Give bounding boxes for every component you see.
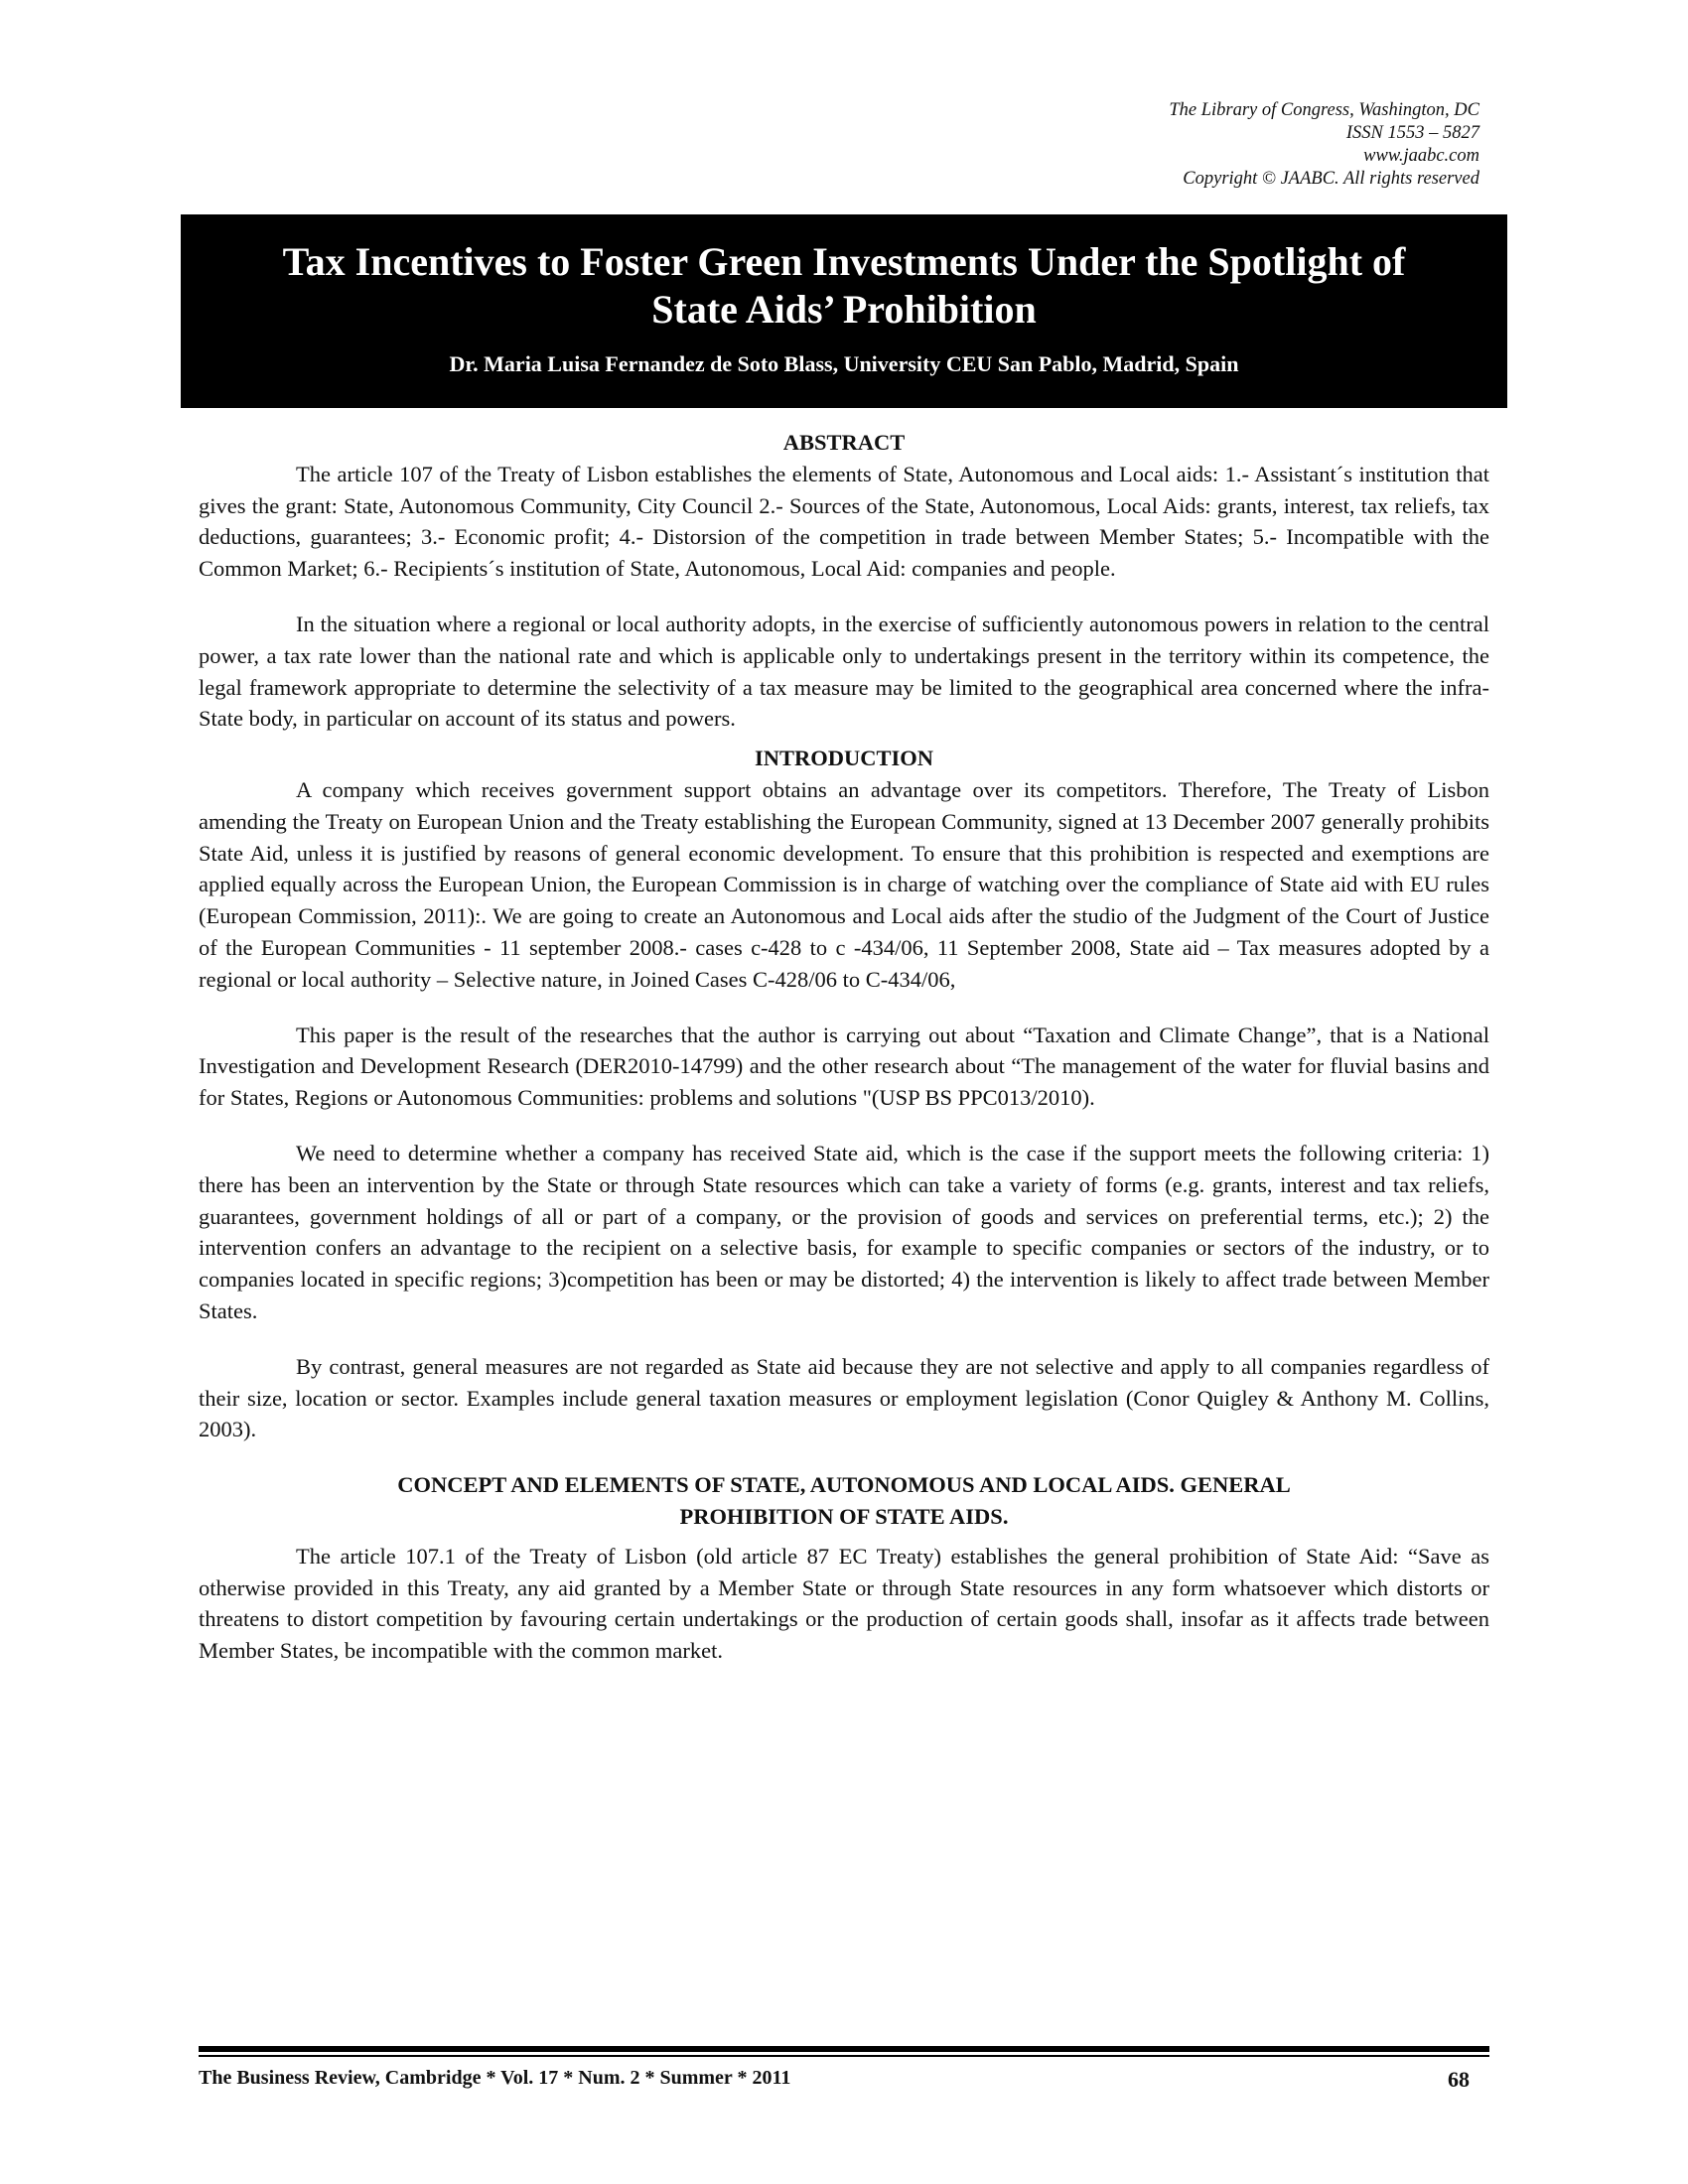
- paper-body: [199, 427, 1489, 1667]
- footer-divider: [199, 2046, 1489, 2052]
- author-line: Dr. Maria Luisa Fernandez de Soto Blass, University CEU San Pablo, Madrid, Spain: [449, 351, 1239, 376]
- concept-heading-line-2: PROHIBITION OF STATE AIDS.: [679, 1503, 1009, 1529]
- library-line: The Library of Congress, Washington, DC: [1169, 100, 1479, 120]
- publication-info: [1169, 99, 1479, 191]
- introduction-paragraph: This paper is the result of the researches that the author is carrying out about “Taxation and Climate Change”, that is a National Investigation and Development Research (DER2010-14799) and the other research about “The management of the water for fluvial basins and for States, Regions or Autonomous Communities: problems and solutions "(USP BS PPC013/2010).: [199, 1022, 1489, 1111]
- concept-heading: [199, 1469, 1489, 1533]
- introduction-paragraph: By contrast, general measures are not regarded as State aid because they are not selective and apply to all companies regardless of their size, location or sector. Examples include general taxation measures or employment legislation (Conor Quigley & Anthony M. Collins, 2003).: [199, 1353, 1489, 1442]
- introduction-paragraph: A company which receives government support obtains an advantage over its competitors. Therefore, The Treaty of Lisbon amending the Treaty on European Union and the Treaty establishing the European Community, signed at 13 December 2007 generally prohibits State Aid, unless it is justified by reasons of general economic development. To ensure that this prohibition is respected and exemptions are applied equally across the European Union, the European Commission is in charge of watching over the compliance of State aid with EU rules (European Commission, 2011):. We are going to create an Autonomous and Local aids after the studio of the Judgment of the Court of Justice of the European Communities - 11 september 2008.- cases c-428 to c -434/06, 11 September 2008, State aid – Tax measures adopted by a regional or local authority – Selective nature, in Joined Cases C-428/06 to C-434/06,: [199, 776, 1489, 992]
- abstract-paragraph: In the situation where a regional or local authority adopts, in the exercise of sufficiently autonomous powers in relation to the central power, a tax rate lower than the national rate and which is applicable only to undertakings present in the territory within its competence, the legal framework appropriate to determine the selectivity of a tax measure may be limited to the geographical area concerned where the infra-State body, in particular on account of its status and powers.: [199, 611, 1489, 732]
- paper-title: [181, 238, 1507, 334]
- concept-paragraph: The article 107.1 of the Treaty of Lisbon (old article 87 EC Treaty) establishes the general prohibition of State Aid: “Save as otherwise provided in this Treaty, any aid granted by a Member State or through State resources in any form whatsoever which distorts or threatens to distort competition by favouring certain undertakings or the production of certain goods shall, insofar as it affects trade between Member States, be incompatible with the common market.: [199, 1543, 1489, 1664]
- abstract-paragraph: The article 107 of the Treaty of Lisbon establishes the elements of State, Autonomous and Local aids: 1.- Assistant´s institution that gives the grant: State, Autonomous Community, City Council 2.- Sources of the State, Autonomous, Local Aids: grants, interest, tax reliefs, tax deductions, guarantees; 3.- Economic profit; 4.- Distorsion of the competition in trade between Member States; 5.- Incompatible with the Common Market; 6.- Recipients´s institution of State, Autonomous, Local Aid: companies and people.: [199, 461, 1489, 582]
- introduction-heading: INTRODUCTION: [754, 746, 934, 771]
- concept-heading-line-1: CONCEPT AND ELEMENTS OF STATE, AUTONOMOUS AND LOCAL AIDS. GENERAL: [397, 1472, 1291, 1498]
- page-number: 68: [1448, 2067, 1470, 2092]
- journal-citation: The Business Review, Cambridge * Vol. 17 * Num. 2 * Summer * 2011: [199, 2067, 791, 2089]
- footer-divider-thin: [199, 2055, 1489, 2057]
- introduction-paragraph: We need to determine whether a company has received State aid, which is the case if the support meets the following criteria: 1) there has been an intervention by the State or through State resources which can take a variety of forms (e.g. grants, interest and tax reliefs, guarantees, government holdings of all or part of a company, or the provision of goods and services on preferential terms, etc.); 2) the intervention confers an advantage to the recipient on a selective basis, for example to specific companies or sectors of the industry, or to companies located in specific regions; 3)competition has been or may be distorted; 4) the intervention is likely to affect trade between Member States.: [199, 1140, 1489, 1323]
- title-line-2: State Aids’ Prohibition: [651, 287, 1037, 332]
- issn-line: ISSN 1553 – 5827: [1345, 123, 1479, 143]
- website-line: www.jaabc.com: [1363, 146, 1479, 166]
- title-banner: [181, 214, 1507, 408]
- title-line-1: Tax Incentives to Foster Green Investments Under the Spotlight of: [282, 239, 1406, 284]
- abstract-heading: ABSTRACT: [782, 430, 906, 455]
- copyright-line: Copyright © JAABC. All rights reserved: [1183, 169, 1479, 189]
